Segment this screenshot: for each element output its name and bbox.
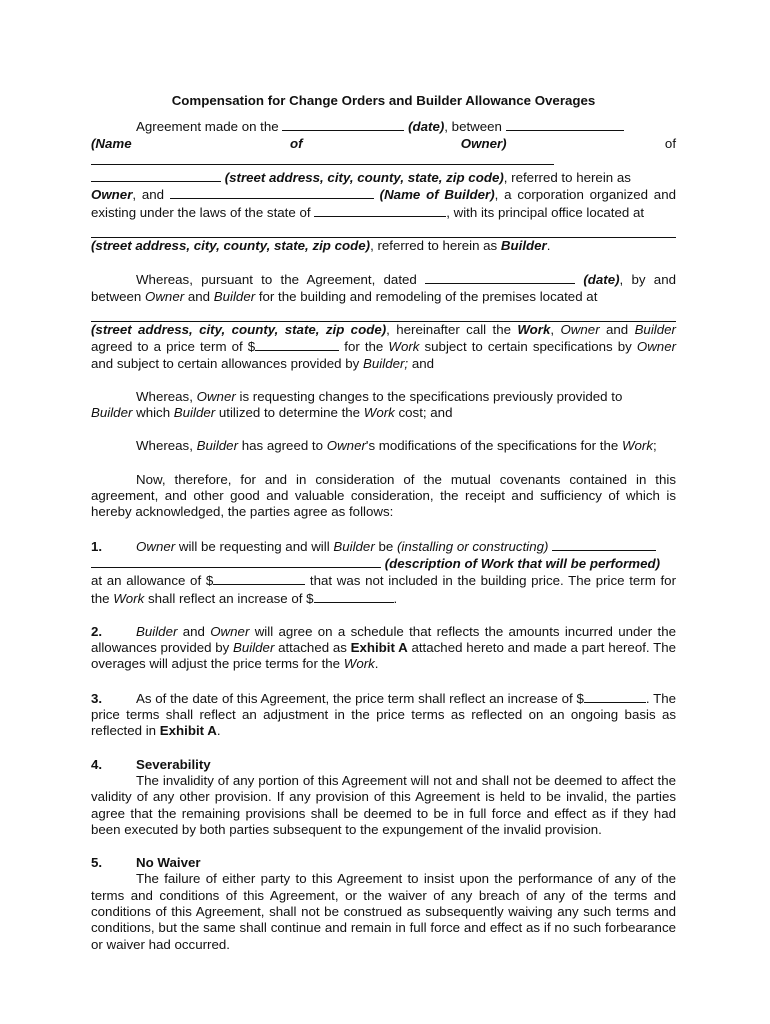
document-body <box>91 93 676 970</box>
premises-address-blank[interactable] <box>91 307 676 322</box>
price-increase-blank-1[interactable] <box>314 590 394 603</box>
intro-paragraph: Agreement made on the (date), between (Name of Owner) of (street address, city, county, state, zip code), referred to herein as Owner, and (Name of Builder), a corporation organized and existing under the laws of the state of , with its principal office located at (street address, city, county, state, zip code), referred to herein as Builder. <box>91 119 677 254</box>
now-therefore-paragraph: Now, therefore, for and in consideration of the mutual covenants contained in this agreement, and other good and valuable consideration, the receipt and sufficiency of which is hereby acknowledged, the parties agree as follows: <box>91 471 676 520</box>
whereas-paragraph-3: Whereas, Builder has agreed to Owner's modifications of the specifications for the Work; <box>136 438 657 454</box>
price-term-blank[interactable] <box>255 338 339 351</box>
owner-name-blank[interactable] <box>506 118 624 131</box>
whereas-paragraph-2: Whereas, Owner is requesting changes to the specifications previously provided to Builder which Builder utilized to determine the Work cost; and <box>91 388 623 421</box>
builder-name-blank[interactable] <box>170 186 374 199</box>
price-increase-blank-2[interactable] <box>584 690 646 703</box>
whereas-paragraph-1: Whereas, pursuant to the Agreement, dated (date), by and between Owner and Builder for the building and remodeling of the premises located at (street address, city, county, state, zip code), hereinafter call the Work, Owner and Builder agreed to a price term of $ for the Work subject to certain specifications by Owner and subject to certain allowances provided by Builder; and <box>91 272 677 371</box>
section-3: 3. As of the date of this Agreement, the price term shall reflect an increase of $ . The price terms shall reflect an adjustment in the price terms as reflected on an ongoing basis as reflected in Exhibit A. <box>91 690 676 739</box>
builder-state-blank[interactable] <box>314 204 446 217</box>
owner-address-blank-2[interactable] <box>91 169 221 182</box>
agreement-date-blank[interactable] <box>282 118 404 131</box>
section-4-severability: 4. Severability The invalidity of any portion of this Agreement will not and shall not be deemed to affect the validity of any other provision. If any provision of this Agreement is held to be invalid, the parties agree that the remaining provisions shall be deemed to be in full force and effect as if they had been executed by both parties subsequent to the expungement of the invalid provision. <box>91 756 676 837</box>
no-waiver-heading: No Waiver <box>136 855 201 871</box>
severability-heading: Severability <box>136 756 211 772</box>
builder-address-blank[interactable] <box>91 223 676 238</box>
work-description-blank-2[interactable] <box>91 555 381 568</box>
work-description-blank-1[interactable] <box>552 538 656 551</box>
owner-address-blank-1[interactable] <box>91 152 554 165</box>
document-title: Compensation for Change Orders and Builder Allowance Overages <box>171 93 596 108</box>
section-5-no-waiver: 5. No Waiver The failure of either party to this Agreement to insist upon the performance of any of the terms and conditions of this Agreement, or the waiver of any breach of any of the terms and conditions of this Agreement, shall not be construed as subsequently waiving any such terms and conditions, but the same shall continue and remain in full force and effect as if no such forbearance or waiver had occurred. <box>91 855 676 952</box>
section-2: 2. Builder and Owner will agree on a schedule that reflects the amounts incurred under the allowances provided by Builder attached as Exhibit A attached hereto and made a part hereof. The overages will adjust the price terms for the Work. <box>91 623 676 672</box>
prior-agreement-date-blank[interactable] <box>425 271 575 284</box>
section-1: 1. Owner will be requesting and will Builder be (installing or constructing) (description of Work that will be performed) at an allowance of $ that was not included in the building price. The price term for the Work shall reflect an increase of $ . <box>91 538 676 606</box>
allowance-amount-blank[interactable] <box>213 572 305 585</box>
